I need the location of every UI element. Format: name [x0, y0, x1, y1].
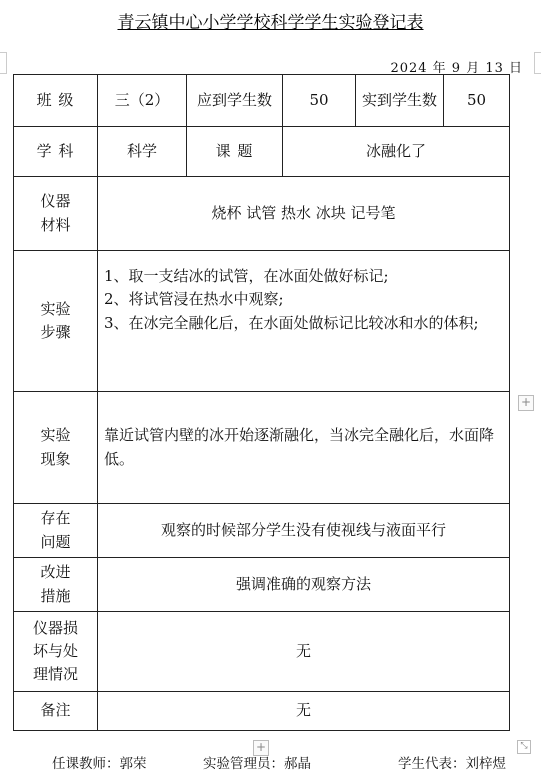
experiment-record-table [13, 74, 510, 731]
table-resize-handle[interactable]: ⤡ [517, 740, 531, 754]
teacher-signature: 任课教师：郭荣 [52, 756, 147, 772]
class-value[interactable]: 三（2） [98, 75, 187, 127]
phenomenon-label: 实验现象 [14, 392, 98, 504]
actual-students-label: 实到学生数 [356, 75, 444, 127]
damage-value[interactable]: 无 [98, 612, 510, 692]
improve-value[interactable]: 强调准确的观察方法 [98, 558, 510, 612]
class-label: 班 级 [14, 75, 98, 127]
student-representative: 学生代表：刘梓煜 [398, 756, 506, 772]
step-item: 2、将试管浸在热水中观察; [104, 290, 284, 309]
improve-label: 改进措施 [14, 558, 98, 612]
subject-value[interactable]: 科学 [98, 127, 187, 177]
problem-label: 存在问题 [14, 504, 98, 558]
left-margin-marker [0, 52, 7, 74]
expected-students-label: 应到学生数 [187, 75, 283, 127]
expected-students-value[interactable]: 50 [283, 75, 356, 127]
damage-label: 仪器损坏与处理情况 [14, 612, 98, 692]
document-title: 青云镇中心小学学校科学学生实验登记表 [117, 13, 424, 33]
step-item: 1、取一支结冰的试管，在冰面处做好标记; [104, 267, 389, 285]
materials-label: 仪器材料 [14, 177, 98, 251]
remark-value[interactable]: 无 [98, 692, 510, 731]
phenomenon-value[interactable]: 靠近试管内壁的冰开始逐渐融化，当冰完全融化后，水面降低。 [98, 392, 510, 504]
right-margin-marker [534, 52, 541, 74]
problem-value[interactable]: 观察的时候部分学生没有使视线与液面平行 [98, 504, 510, 558]
form-date: 2024 年 9 月 13 日 [390, 61, 523, 76]
add-row-button[interactable]: + [253, 740, 269, 756]
add-column-button[interactable]: + [518, 395, 534, 411]
subject-label: 学 科 [14, 127, 98, 177]
actual-students-value[interactable]: 50 [444, 75, 510, 127]
step-item: 3、在冰完全融化后，在水面处做标记比较冰和水的体积; [104, 313, 479, 332]
steps-label: 实验步骤 [14, 251, 98, 392]
steps-value[interactable] [98, 251, 510, 392]
manager-signature: 实验管理员：郝晶 [203, 756, 311, 772]
remark-label: 备注 [14, 692, 98, 731]
topic-value[interactable]: 冰融化了 [283, 127, 510, 177]
topic-label: 课 题 [187, 127, 283, 177]
materials-value[interactable]: 烧杯 试管 热水 冰块 记号笔 [98, 177, 510, 251]
